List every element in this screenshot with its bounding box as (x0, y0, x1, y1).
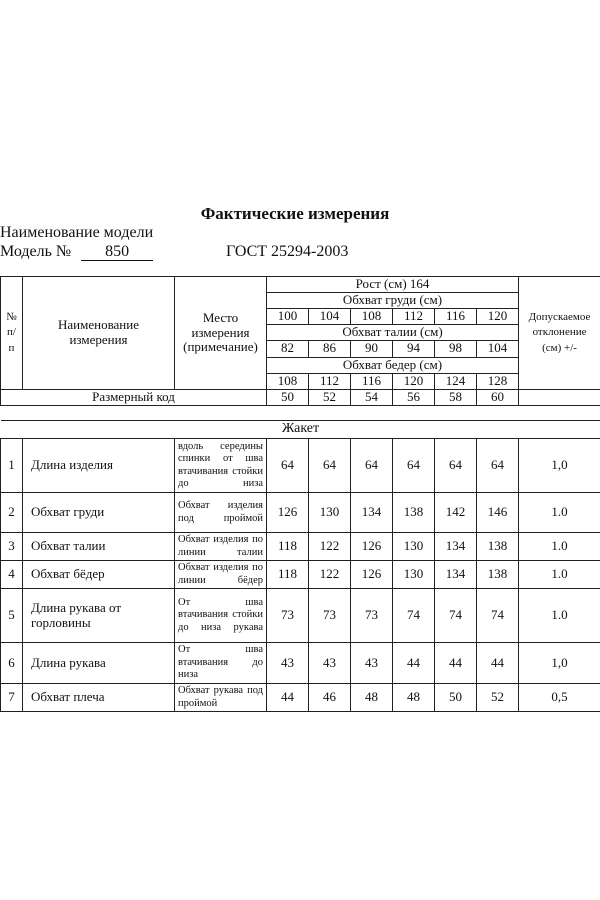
waist-size: 82 (267, 340, 309, 357)
row-value: 74 (477, 589, 519, 643)
row-value: 43 (351, 643, 393, 684)
row-measure-name: Обхват плеча (23, 684, 175, 712)
row-value: 118 (267, 561, 309, 589)
row-measure-name: Обхват бёдер (23, 561, 175, 589)
row-value: 73 (351, 589, 393, 643)
size-code: 56 (393, 389, 435, 405)
header-hips-title: Обхват бедер (см) (267, 357, 519, 373)
measurements-table (0, 420, 600, 712)
size-code-empty (519, 389, 600, 405)
row-value: 126 (351, 561, 393, 589)
hips-size: 116 (351, 373, 393, 389)
row-measure-name: Обхват талии (23, 533, 175, 561)
header-height: Рост (см) 164 (267, 277, 519, 293)
size-code: 58 (435, 389, 477, 405)
row-measure-name: Длина рукава от горловины (23, 589, 175, 643)
header-tolerance: Допускаемое отклонение (см) +/- (519, 277, 600, 390)
size-code: 50 (267, 389, 309, 405)
row-value: 64 (393, 439, 435, 493)
model-number-label: Модель № (0, 243, 72, 260)
row-value: 52 (477, 684, 519, 712)
row-number: 2 (1, 493, 23, 533)
row-value: 44 (267, 684, 309, 712)
row-tolerance: 1.0 (519, 561, 600, 589)
header-measure-place: Место измерения (примечание) (175, 277, 267, 390)
header-number: № п/ п (1, 277, 23, 390)
table-row (1, 643, 600, 684)
row-value: 130 (393, 533, 435, 561)
row-value: 64 (309, 439, 351, 493)
row-number: 5 (1, 589, 23, 643)
row-tolerance: 1,0 (519, 643, 600, 684)
row-value: 73 (267, 589, 309, 643)
table-row (1, 589, 600, 643)
row-value: 50 (435, 684, 477, 712)
table-row (1, 533, 600, 561)
row-measure-name: Обхват груди (23, 493, 175, 533)
row-value: 43 (267, 643, 309, 684)
row-tolerance: 0,5 (519, 684, 600, 712)
row-value: 126 (351, 533, 393, 561)
row-value: 64 (267, 439, 309, 493)
row-value: 43 (309, 643, 351, 684)
row-value: 146 (477, 493, 519, 533)
waist-size: 98 (435, 340, 477, 357)
model-number-value: 850 (81, 244, 153, 261)
chest-size: 100 (267, 308, 309, 324)
row-value: 134 (435, 533, 477, 561)
row-value: 64 (435, 439, 477, 493)
hips-size: 124 (435, 373, 477, 389)
row-value: 142 (435, 493, 477, 533)
row-number: 1 (1, 439, 23, 493)
row-measure-place: Обхват рукава под проймой (175, 684, 267, 712)
model-name-label: Наименование модели (0, 224, 154, 241)
row-measure-name: Длина рукава (23, 643, 175, 684)
table-row (1, 684, 600, 712)
waist-size: 104 (477, 340, 519, 357)
row-value: 74 (435, 589, 477, 643)
hips-size: 120 (393, 373, 435, 389)
row-tolerance: 1.0 (519, 589, 600, 643)
row-tolerance: 1.0 (519, 493, 600, 533)
table-row (1, 439, 600, 493)
row-value: 44 (477, 643, 519, 684)
row-measure-place: вдоль середины спинки от шва втачивания стойки до низа (175, 439, 267, 493)
chest-size: 112 (393, 308, 435, 324)
chest-size: 120 (477, 308, 519, 324)
row-value: 130 (309, 493, 351, 533)
hips-size: 108 (267, 373, 309, 389)
row-measure-place: От шва втачивания стойки до низа рукава (175, 589, 267, 643)
row-value: 134 (435, 561, 477, 589)
chest-size: 104 (309, 308, 351, 324)
table-row (1, 561, 600, 589)
row-value: 64 (351, 439, 393, 493)
row-number: 6 (1, 643, 23, 684)
row-tolerance: 1.0 (519, 533, 600, 561)
row-tolerance: 1,0 (519, 439, 600, 493)
row-value: 126 (267, 493, 309, 533)
header-waist-title: Обхват талии (см) (267, 324, 519, 340)
row-number: 3 (1, 533, 23, 561)
size-header-table (0, 276, 600, 406)
row-value: 130 (393, 561, 435, 589)
row-measure-place: Обхват изделия по линии талии (175, 533, 267, 561)
document-title: Фактические измерения (200, 204, 390, 223)
row-measure-place: От шва втачивания до низа (175, 643, 267, 684)
row-value: 48 (351, 684, 393, 712)
section-title: Жакет (1, 421, 600, 439)
header-measure-name: Наименование измерения (23, 277, 175, 390)
row-value: 138 (477, 561, 519, 589)
size-code: 52 (309, 389, 351, 405)
gost-standard: ГОСТ 25294-2003 (226, 243, 349, 260)
row-number: 7 (1, 684, 23, 712)
header-chest-title: Обхват груди (см) (267, 292, 519, 308)
waist-size: 90 (351, 340, 393, 357)
waist-size: 86 (309, 340, 351, 357)
row-measure-place: Обхват изделия под проймой (175, 493, 267, 533)
row-value: 122 (309, 561, 351, 589)
row-value: 44 (435, 643, 477, 684)
row-value: 48 (393, 684, 435, 712)
row-value: 73 (309, 589, 351, 643)
row-value: 46 (309, 684, 351, 712)
size-code: 54 (351, 389, 393, 405)
row-value: 138 (393, 493, 435, 533)
row-measure-name: Длина изделия (23, 439, 175, 493)
model-number-line (0, 243, 153, 261)
waist-size: 94 (393, 340, 435, 357)
row-value: 64 (477, 439, 519, 493)
row-value: 118 (267, 533, 309, 561)
row-value: 74 (393, 589, 435, 643)
row-value: 44 (393, 643, 435, 684)
row-measure-place: Обхват изделия по линии бёдер (175, 561, 267, 589)
row-number: 4 (1, 561, 23, 589)
hips-size: 128 (477, 373, 519, 389)
row-value: 138 (477, 533, 519, 561)
chest-size: 116 (435, 308, 477, 324)
size-code: 60 (477, 389, 519, 405)
row-value: 122 (309, 533, 351, 561)
size-code-label: Размерный код (1, 389, 267, 405)
table-row (1, 493, 600, 533)
chest-size: 108 (351, 308, 393, 324)
row-value: 134 (351, 493, 393, 533)
hips-size: 112 (309, 373, 351, 389)
